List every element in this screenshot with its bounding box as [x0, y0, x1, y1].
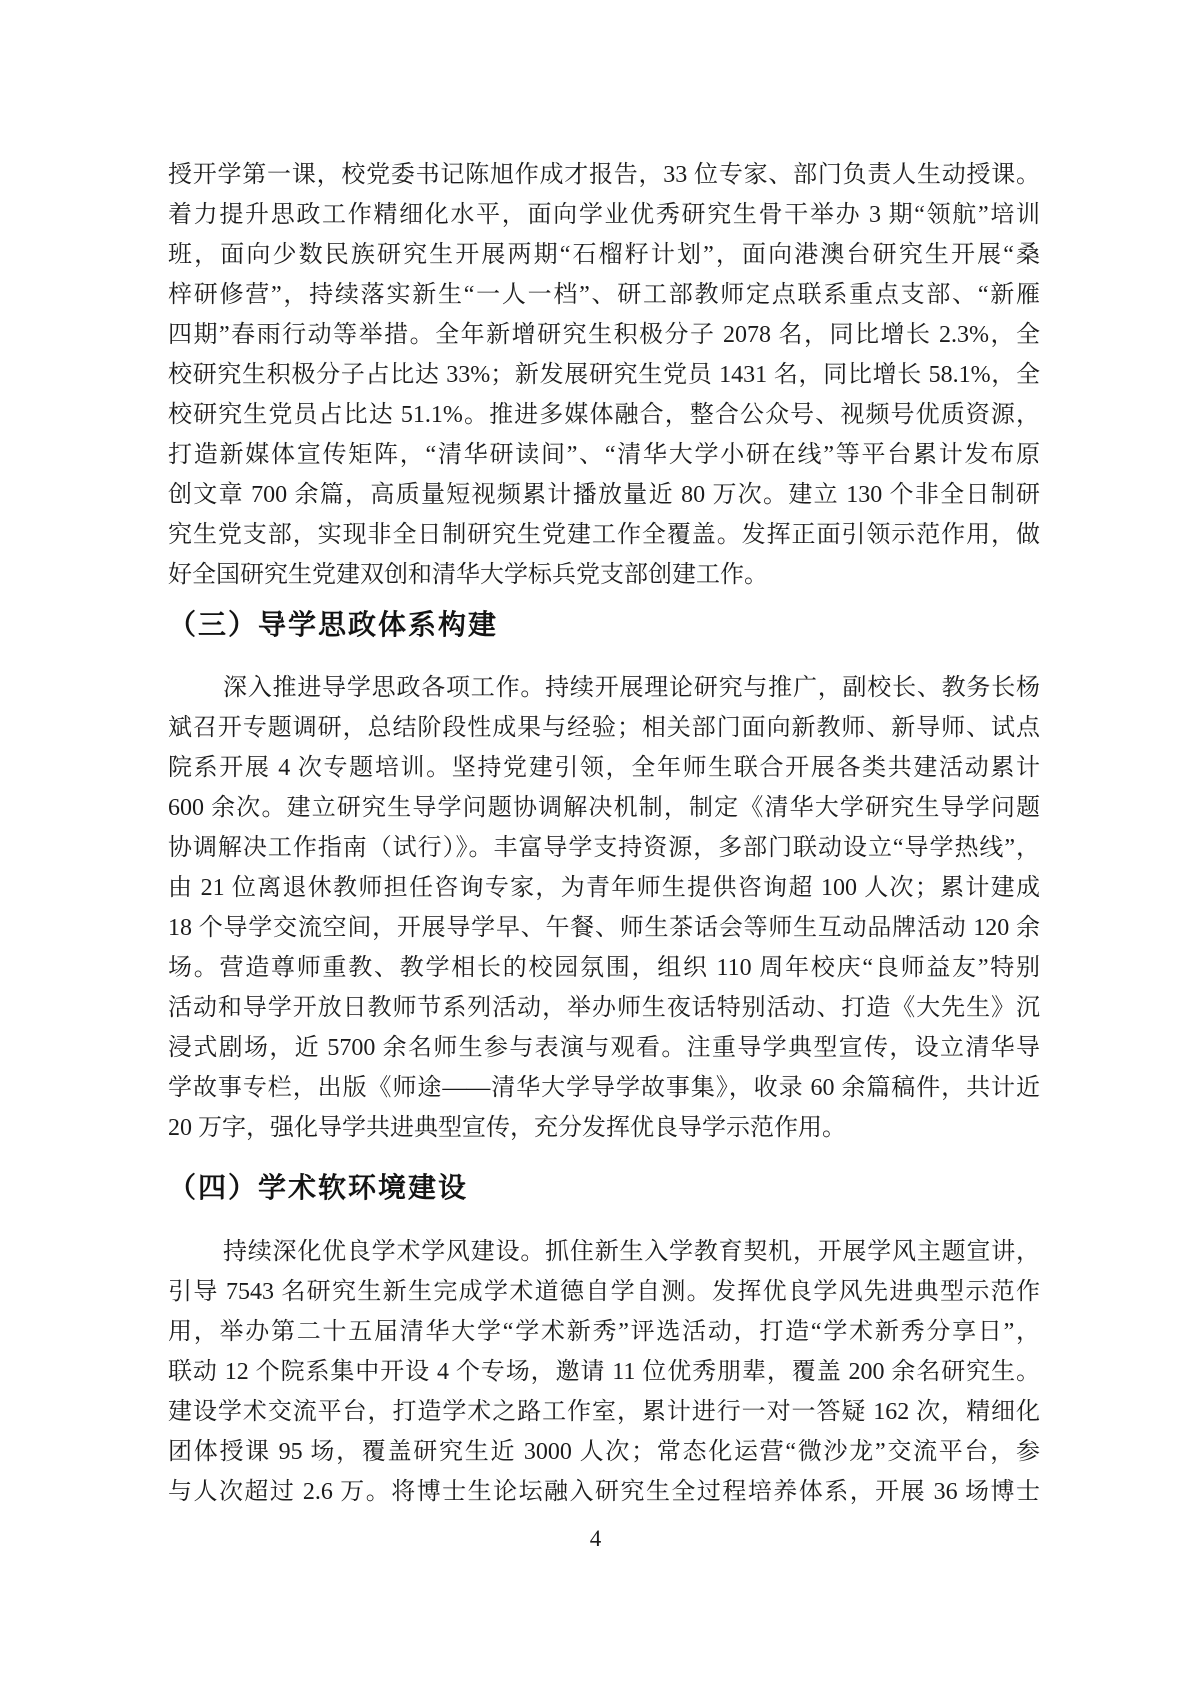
text-block	[168, 155, 1040, 1512]
paragraph-2	[168, 668, 1040, 1148]
body-line: 与人次超过 2.6 万。将博士生论坛融入研究生全过程培养体系，开展 36 场博士	[168, 1479, 1040, 1505]
body-line: 20 万字，强化导学共进典型宣传，充分发挥优良导学示范作用。	[168, 1115, 846, 1141]
body-line: 活动和导学开放日教师节系列活动，举办师生夜话特别活动、打造《大先生》沉	[168, 995, 1040, 1021]
body-line: 联动 12 个院系集中开设 4 个专场，邀请 11 位优秀朋辈，覆盖 200 余名研究生。	[168, 1359, 1040, 1385]
body-line: 梓研修营”，持续落实新生“一人一档”、研工部教师定点联系重点支部、“新雁	[168, 282, 1040, 308]
body-line: 四期”春雨行动等举措。全年新增研究生积极分子 2078 名，同比增长 2.3%，全	[168, 322, 1040, 348]
body-line: 斌召开专题调研，总结阶段性成果与经验；相关部门面向新教师、新导师、试点	[168, 715, 1040, 741]
body-line: 用，举办第二十五届清华大学“学术新秀”评选活动，打造“学术新秀分享日”，	[168, 1319, 1040, 1345]
body-line: 创文章 700 余篇，高质量短视频累计播放量近 80 万次。建立 130 个非全日制研	[168, 482, 1040, 508]
body-line: 持续深化优良学术学风建设。抓住新生入学教育契机，开展学风主题宣讲，	[223, 1239, 1040, 1265]
body-line: 着力提升思政工作精细化水平，面向学业优秀研究生骨干举办 3 期“领航”培训	[168, 202, 1040, 228]
body-line: 团体授课 95 场，覆盖研究生近 3000 人次；常态化运营“微沙龙”交流平台，参	[168, 1439, 1040, 1465]
body-line: 协调解决工作指南（试行）》。丰富导学支持资源，多部门联动设立“导学热线”，	[168, 835, 1040, 861]
section-heading-3: （三）导学思政体系构建	[168, 609, 499, 640]
body-line: 打造新媒体宣传矩阵，“清华研读间”、“清华大学小研在线”等平台累计发布原	[168, 442, 1040, 468]
body-line: 场。营造尊师重教、教学相长的校园氛围，组织 110 周年校庆“良师益友”特别	[168, 955, 1040, 981]
body-line: 引导 7543 名研究生新生完成学术道德自学自测。发挥优良学风先进典型示范作	[168, 1279, 1040, 1305]
body-line: 600 余次。建立研究生导学问题协调解决机制，制定《清华大学研究生导学问题	[168, 795, 1040, 821]
body-line: 院系开展 4 次专题培训。坚持党建引领，全年师生联合开展各类共建活动累计	[168, 755, 1040, 781]
section-heading-4: （四）学术软环境建设	[168, 1172, 469, 1203]
body-line: 好全国研究生党建双创和清华大学标兵党支部创建工作。	[168, 562, 768, 588]
body-line: 学故事专栏，出版《师途——清华大学导学故事集》，收录 60 余篇稿件，共计近	[168, 1075, 1040, 1101]
paragraph-3	[168, 1232, 1040, 1512]
page-number: 4	[589, 1526, 602, 1551]
body-line: 授开学第一课，校党委书记陈旭作成才报告，33 位专家、部门负责人生动授课。	[168, 162, 1040, 188]
paragraph-1	[168, 155, 1040, 595]
body-line: 18 个导学交流空间，开展导学早、午餐、师生茶话会等师生互动品牌活动 120 余	[168, 915, 1040, 941]
body-line: 校研究生党员占比达 51.1%。推进多媒体融合，整合公众号、视频号优质资源，	[168, 402, 1040, 428]
body-line: 由 21 位离退休教师担任咨询专家，为青年师生提供咨询超 100 人次；累计建成	[168, 875, 1040, 901]
body-line: 深入推进导学思政各项工作。持续开展理论研究与推广，副校长、教务长杨	[223, 675, 1040, 701]
body-line: 究生党支部，实现非全日制研究生党建工作全覆盖。发挥正面引领示范作用，做	[168, 522, 1040, 548]
body-line: 校研究生积极分子占比达 33%；新发展研究生党员 1431 名，同比增长 58.1%，全	[168, 362, 1040, 388]
body-line: 班，面向少数民族研究生开展两期“石榴籽计划”，面向港澳台研究生开展“桑	[168, 242, 1040, 268]
body-line: 浸式剧场，近 5700 余名师生参与表演与观看。注重导学典型宣传，设立清华导	[168, 1035, 1040, 1061]
body-line: 建设学术交流平台，打造学术之路工作室，累计进行一对一答疑 162 次，精细化	[168, 1399, 1040, 1425]
